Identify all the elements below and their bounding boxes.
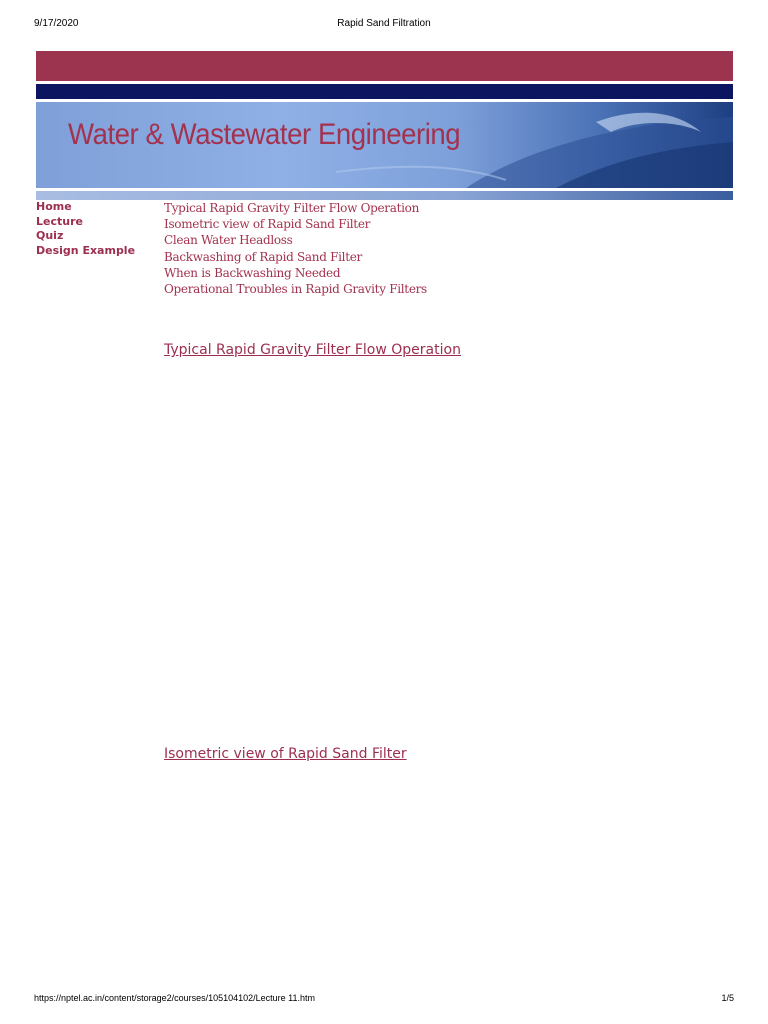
toc-link[interactable]: Isometric view of Rapid Sand Filter <box>164 217 371 232</box>
print-footer <box>0 993 768 1007</box>
nav-home-link[interactable]: Home <box>36 200 72 213</box>
header-maroon-bar <box>36 51 733 81</box>
header-bottom-bar <box>36 191 733 200</box>
section-heading-isometric-view[interactable]: Isometric view of Rapid Sand Filter <box>164 746 407 762</box>
print-url: https://nptel.ac.in/content/storage2/courses/105104102/Lecture 11.htm <box>34 993 316 1003</box>
banner-title: Water & Wastewater Engineering <box>68 118 461 151</box>
header-banner <box>36 102 733 188</box>
table-of-contents <box>164 200 427 297</box>
nav-quiz-link[interactable]: Quiz <box>36 229 64 242</box>
section-heading-flow-operation[interactable]: Typical Rapid Gravity Filter Flow Operation <box>164 342 461 358</box>
side-nav <box>36 200 135 258</box>
toc-link[interactable]: Operational Troubles in Rapid Gravity Filters <box>164 282 427 297</box>
toc-link[interactable]: Backwashing of Rapid Sand Filter <box>164 249 362 264</box>
print-title: Rapid Sand Filtration <box>337 18 431 29</box>
toc-link[interactable]: Clean Water Headloss <box>164 233 293 248</box>
print-header <box>0 18 768 32</box>
nav-design-example-link[interactable]: Design Example <box>36 243 136 257</box>
print-page-number: 1/5 <box>721 993 734 1003</box>
header-navy-bar <box>36 84 733 99</box>
nav-lecture-link[interactable]: Lecture <box>36 214 83 228</box>
toc-link[interactable]: When is Backwashing Needed <box>164 265 341 280</box>
print-date: 9/17/2020 <box>34 18 79 29</box>
toc-link[interactable]: Typical Rapid Gravity Filter Flow Operation <box>164 201 419 215</box>
